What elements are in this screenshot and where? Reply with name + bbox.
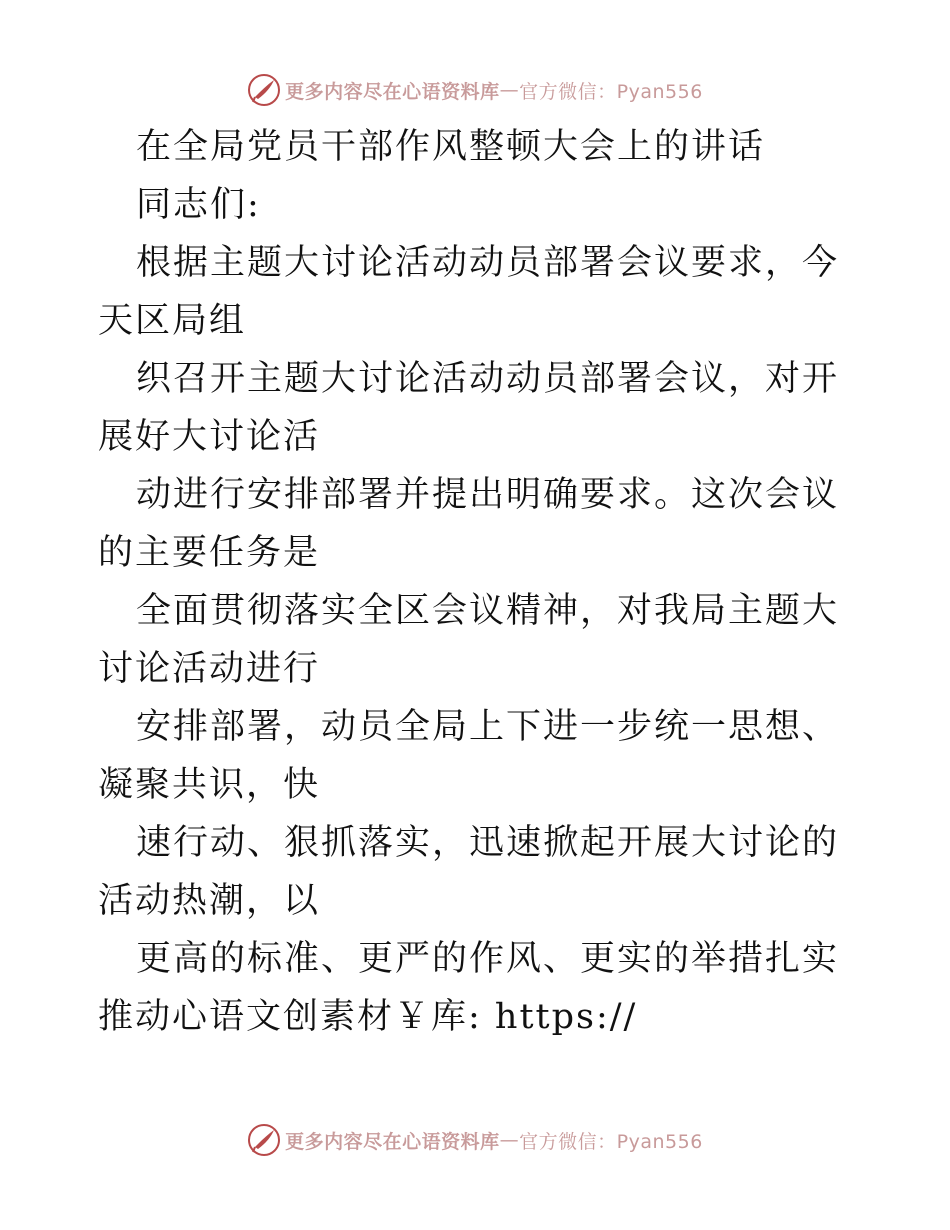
watermark-wechat: 官方微信：Pyan556 (519, 80, 703, 103)
watermark-text: 更多内容尽在心语资料库 (285, 80, 500, 103)
salutation: 同志们: (136, 185, 261, 225)
paragraph-7: 更高的标准、更严的作风、更实的举措扎实推动心语文创素材￥库: https:// (98, 939, 840, 1037)
paragraph-3: 动进行安排部署并提出明确要求。这次会议的主要任务是 (98, 475, 840, 573)
paragraph-4: 全面贯彻落实全区会议精神，对我局主题大讨论活动进行 (98, 591, 840, 689)
watermark-text: 更多内容尽在心语资料库 (285, 1130, 500, 1153)
paragraph-6: 速行动、狠抓落实，迅速掀起开展大讨论的活动热潮，以 (98, 823, 840, 921)
watermark-wechat: 官方微信：Pyan556 (519, 1130, 703, 1153)
paragraph-1: 根据主题大讨论活动动员部署会议要求，今天区局组 (98, 243, 840, 341)
header-watermark (0, 70, 950, 110)
watermark-dash: — (499, 79, 520, 101)
paragraph-5: 安排部署，动员全局上下进一步统一思想、凝聚共识，快 (98, 707, 840, 805)
footer-watermark (0, 1120, 950, 1160)
paragraph-2: 织召开主题大讨论活动动员部署会议，对开展好大讨论活 (98, 359, 840, 457)
document-body (98, 118, 858, 1046)
quill-pen-logo-icon (247, 73, 281, 107)
quill-pen-logo-icon (247, 1123, 281, 1157)
watermark-dash: — (499, 1129, 520, 1151)
document-title: 在全局党员干部作风整顿大会上的讲话 (136, 127, 766, 167)
